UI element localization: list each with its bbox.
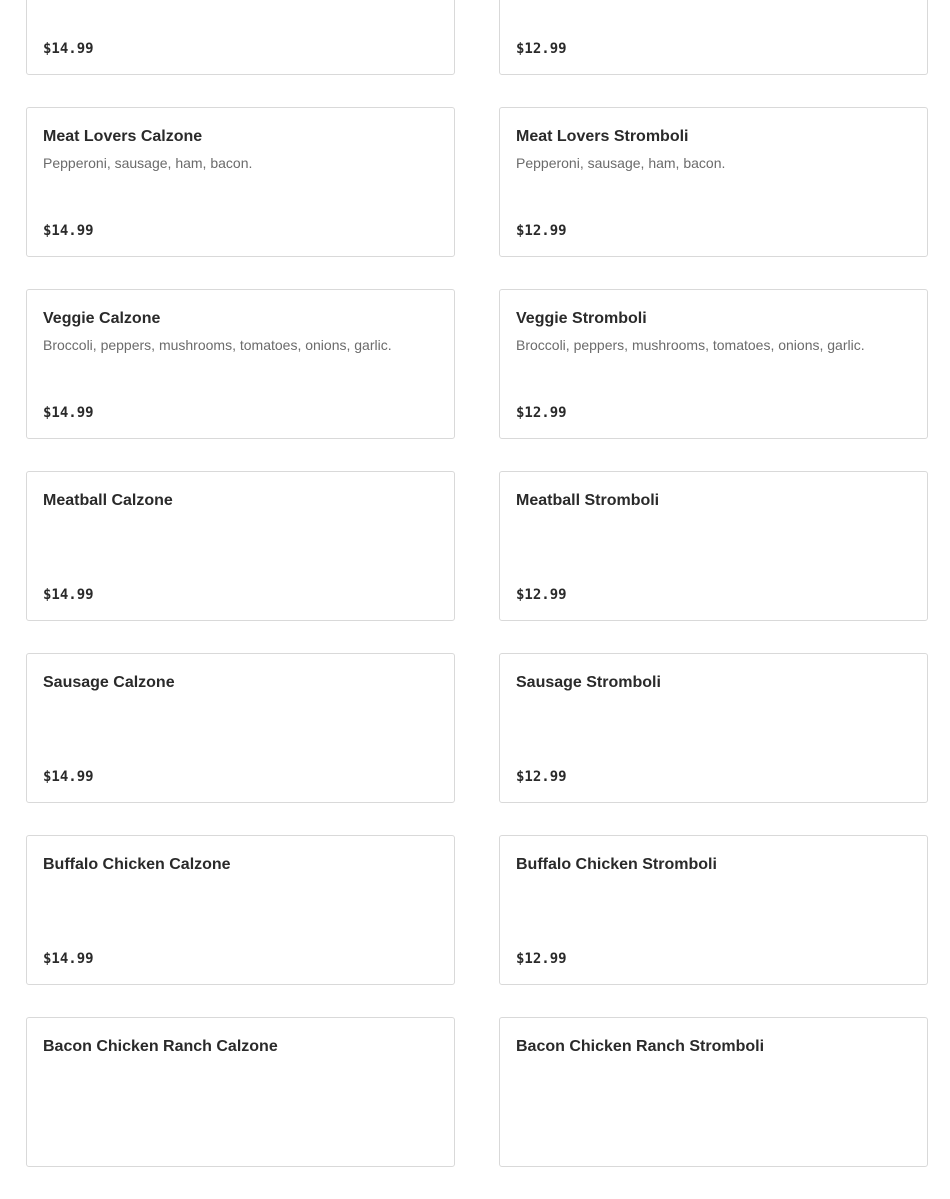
menu-item-card-veggie-calzone[interactable] xyxy=(26,289,455,439)
menu-item-card[interactable] xyxy=(26,0,455,75)
menu-item-description: Broccoli, peppers, mushrooms, tomatoes, onions, garlic. xyxy=(43,337,392,353)
menu-item-name: Buffalo Chicken Calzone xyxy=(43,856,231,873)
menu-item-card[interactable] xyxy=(499,0,928,75)
menu-row xyxy=(26,0,928,75)
menu-item-card-bacon-chicken-ranch-calzone[interactable] xyxy=(26,1017,455,1167)
menu-item-price: $14.99 xyxy=(43,587,94,603)
menu-item-price: $12.99 xyxy=(516,587,567,603)
menu-item-card-meatball-calzone[interactable] xyxy=(26,471,455,621)
menu-row xyxy=(26,1017,928,1167)
menu-item-price: $12.99 xyxy=(516,769,567,785)
menu-item-card-veggie-stromboli[interactable] xyxy=(499,289,928,439)
menu-item-name: Buffalo Chicken Stromboli xyxy=(516,856,717,873)
menu-item-card-buffalo-chicken-stromboli[interactable] xyxy=(499,835,928,985)
menu-item-card-bacon-chicken-ranch-stromboli[interactable] xyxy=(499,1017,928,1167)
menu-item-card-meat-lovers-stromboli[interactable] xyxy=(499,107,928,257)
menu-item-card-sausage-stromboli[interactable] xyxy=(499,653,928,803)
menu-row xyxy=(26,289,928,439)
menu-item-name: Meat Lovers Stromboli xyxy=(516,128,689,145)
menu-item-name: Bacon Chicken Ranch Stromboli xyxy=(516,1038,765,1055)
menu-item-description: Broccoli, peppers, mushrooms, tomatoes, onions, garlic. xyxy=(516,337,865,353)
menu-row xyxy=(26,471,928,621)
menu-item-price: $12.99 xyxy=(516,405,567,421)
menu-item-price: $14.99 xyxy=(43,405,94,421)
menu-item-price: $12.99 xyxy=(516,41,567,57)
menu-item-name: Bacon Chicken Ranch Calzone xyxy=(43,1038,278,1055)
menu-item-name: Meatball Stromboli xyxy=(516,492,660,509)
menu-item-name: Veggie Calzone xyxy=(43,310,161,327)
menu-item-price: $14.99 xyxy=(43,951,94,967)
menu-item-description: Pepperoni, sausage, ham, bacon. xyxy=(43,155,253,171)
menu-item-card-meatball-stromboli[interactable] xyxy=(499,471,928,621)
menu-item-name: Sausage Stromboli xyxy=(516,674,661,691)
menu-item-name: Meat Lovers Calzone xyxy=(43,128,203,145)
menu-row xyxy=(26,653,928,803)
menu-grid xyxy=(26,0,928,1199)
menu-item-price: $14.99 xyxy=(43,769,94,785)
menu-item-card-meat-lovers-calzone[interactable] xyxy=(26,107,455,257)
menu-item-name: Meatball Calzone xyxy=(43,492,173,509)
menu-item-price: $12.99 xyxy=(516,951,567,967)
menu-item-price: $14.99 xyxy=(43,223,94,239)
menu-item-name: Sausage Calzone xyxy=(43,674,175,691)
menu-item-description: Pepperoni, sausage, ham, bacon. xyxy=(516,155,726,171)
menu-item-card-buffalo-chicken-calzone[interactable] xyxy=(26,835,455,985)
menu-item-price: $12.99 xyxy=(516,223,567,239)
menu-item-name: Veggie Stromboli xyxy=(516,310,647,327)
menu-item-price: $14.99 xyxy=(43,41,94,57)
menu-row xyxy=(26,835,928,985)
menu-row xyxy=(26,107,928,257)
menu-item-card-sausage-calzone[interactable] xyxy=(26,653,455,803)
